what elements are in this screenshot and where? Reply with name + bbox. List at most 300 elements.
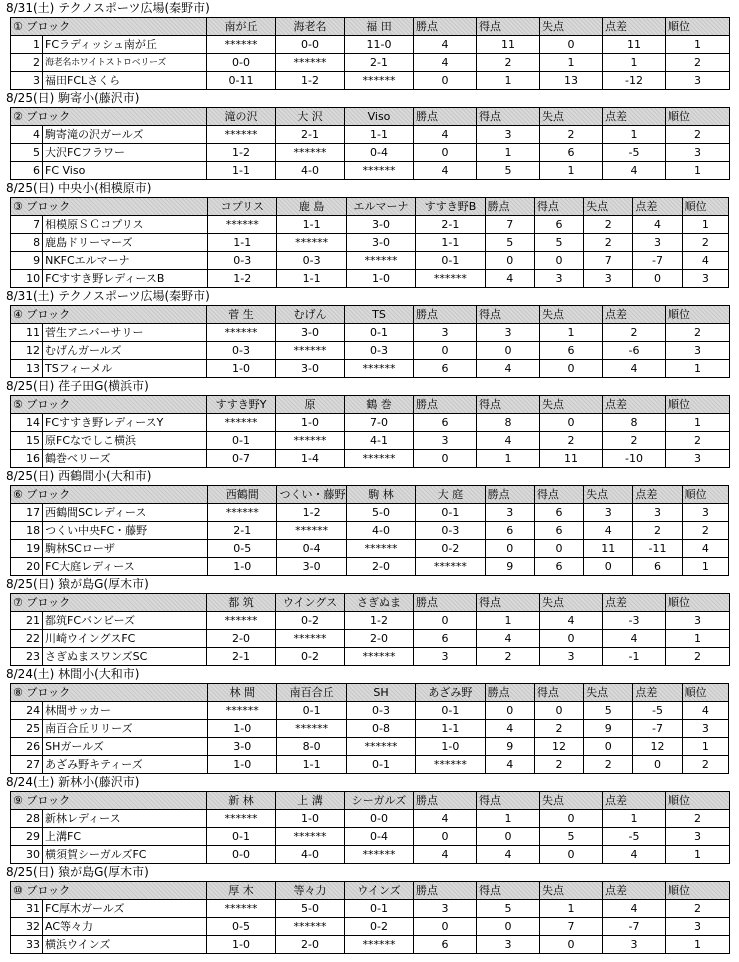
match-result: 0-0 xyxy=(207,846,276,864)
stat-value: 0 xyxy=(534,252,583,270)
stat-value: 0 xyxy=(534,702,583,720)
team-name: 鹿島ドリーマーズ xyxy=(43,234,208,252)
stat-value: 7 xyxy=(485,216,534,234)
team-name: つくい中央FC・藤野 xyxy=(43,522,208,540)
stat-header: 失点 xyxy=(540,882,603,900)
stat-value: 2 xyxy=(666,54,730,72)
stat-header: 勝点 xyxy=(485,198,534,216)
team-name: 菅生アニバーサリー xyxy=(43,324,207,342)
block-header: 8/24(土) 新林小(藤沢市) xyxy=(6,775,140,789)
team-name: FCすすき野レディースB xyxy=(43,270,208,288)
stat-value: 1 xyxy=(603,126,666,144)
team-name: 西鶴間SCレディース xyxy=(43,504,208,522)
stat-value: 7 xyxy=(584,252,633,270)
stat-value: 3 xyxy=(414,432,477,450)
match-result: 0-5 xyxy=(207,918,276,936)
stat-value: 2 xyxy=(682,756,728,774)
stat-header: 順位 xyxy=(666,306,730,324)
match-result: 1-2 xyxy=(207,144,276,162)
stat-value: 1 xyxy=(666,162,730,180)
stat-value: 1 xyxy=(540,324,603,342)
stat-value: 4 xyxy=(414,846,477,864)
stat-header: 点差 xyxy=(633,486,682,504)
stat-value: 5 xyxy=(534,234,583,252)
stat-value: 0 xyxy=(584,738,633,756)
stat-value: 0 xyxy=(540,414,603,432)
stat-value: 9 xyxy=(485,558,534,576)
stat-value: 4 xyxy=(414,126,477,144)
stat-header: 勝点 xyxy=(414,792,477,810)
opponent-header: 福 田 xyxy=(345,18,414,36)
match-result: 3-0 xyxy=(346,234,415,252)
team-number: 33 xyxy=(11,936,43,954)
stat-header: 勝点 xyxy=(414,594,477,612)
match-result: ****** xyxy=(207,414,276,432)
stat-header: 失点 xyxy=(540,792,603,810)
team-name: 駒林SCローザ xyxy=(43,540,208,558)
block-label: ⑩ ブロック xyxy=(11,882,207,900)
stat-value: 2 xyxy=(666,126,730,144)
table-header-row xyxy=(11,396,730,414)
team-number: 4 xyxy=(11,126,43,144)
stat-value: 11 xyxy=(603,36,666,54)
stat-value: 1 xyxy=(666,36,730,54)
stat-value: -7 xyxy=(603,918,666,936)
block-header: 8/25(日) 荏子田G(横浜市) xyxy=(6,379,149,393)
opponent-header: つくい・藤野 xyxy=(277,486,346,504)
stat-value: 3 xyxy=(477,324,540,342)
stat-value: 6 xyxy=(534,504,583,522)
table-header-row xyxy=(11,684,729,702)
stat-value: 4 xyxy=(485,756,534,774)
match-result: ****** xyxy=(276,828,345,846)
stat-value: 2 xyxy=(540,126,603,144)
stat-value: 0 xyxy=(477,918,540,936)
stat-value: -5 xyxy=(603,828,666,846)
match-result: 1-0 xyxy=(276,810,345,828)
stat-value: 2 xyxy=(666,900,730,918)
match-result: 0-0 xyxy=(207,54,276,72)
opponent-header: 駒 林 xyxy=(346,486,415,504)
stat-value: 1 xyxy=(477,72,540,90)
opponent-header: 林 間 xyxy=(208,684,277,702)
standings-table xyxy=(10,305,730,378)
opponent-header: あざみ野 xyxy=(416,684,485,702)
stat-value: 4 xyxy=(603,900,666,918)
match-result: 4-0 xyxy=(276,162,345,180)
stat-value: 3 xyxy=(666,144,730,162)
table-row xyxy=(11,612,730,630)
match-result: 0-7 xyxy=(207,450,276,468)
table-row xyxy=(11,270,729,288)
stat-value: 6 xyxy=(540,144,603,162)
stat-header: 勝点 xyxy=(414,108,477,126)
match-result: 8-0 xyxy=(277,738,346,756)
team-number: 9 xyxy=(11,252,43,270)
table-row xyxy=(11,702,729,720)
stat-value: 5 xyxy=(477,162,540,180)
standings-table xyxy=(10,17,730,90)
stat-header: 失点 xyxy=(540,306,603,324)
stat-value: 7 xyxy=(540,918,603,936)
stat-value: 1 xyxy=(666,846,730,864)
stat-header: 点差 xyxy=(603,396,666,414)
stat-header: 失点 xyxy=(540,108,603,126)
team-number: 24 xyxy=(11,702,43,720)
stat-header: 失点 xyxy=(584,684,633,702)
stat-value: 4 xyxy=(414,162,477,180)
stat-value: 1 xyxy=(682,738,728,756)
stat-value: 3 xyxy=(534,270,583,288)
team-name: あざみ野キティーズ xyxy=(43,756,208,774)
stat-header: 得点 xyxy=(477,792,540,810)
match-result: ****** xyxy=(345,360,414,378)
stat-value: 5 xyxy=(477,900,540,918)
table-row xyxy=(11,720,729,738)
match-result: 0-3 xyxy=(208,252,277,270)
table-header-row xyxy=(11,792,730,810)
team-number: 28 xyxy=(11,810,43,828)
stat-value: 2 xyxy=(584,216,633,234)
match-result: 2-1 xyxy=(207,648,276,666)
opponent-header: コプリス xyxy=(208,198,277,216)
stat-header: 順位 xyxy=(666,882,730,900)
team-number: 3 xyxy=(11,72,43,90)
block-header: 8/24(土) 林間小(大和市) xyxy=(6,667,140,681)
team-number: 2 xyxy=(11,54,43,72)
match-result: 4-0 xyxy=(276,846,345,864)
stat-value: 5 xyxy=(540,828,603,846)
match-result: 0-0 xyxy=(276,36,345,54)
stat-value: 13 xyxy=(540,72,603,90)
team-number: 31 xyxy=(11,900,43,918)
opponent-header: 菅 生 xyxy=(207,306,276,324)
opponent-header: 新 林 xyxy=(207,792,276,810)
team-name: むげんガールズ xyxy=(43,342,207,360)
stat-value: 0 xyxy=(414,72,477,90)
match-result: ****** xyxy=(276,432,345,450)
match-result: 0-0 xyxy=(345,810,414,828)
team-name: さぎぬまスワンズSC xyxy=(43,648,207,666)
team-name: 鶴巻ベリーズ xyxy=(43,450,207,468)
opponent-header: 鶴 巻 xyxy=(345,396,414,414)
opponent-header: 都 筑 xyxy=(207,594,276,612)
stat-value: 3 xyxy=(682,720,728,738)
team-name: 南百合丘リリーズ xyxy=(43,720,208,738)
opponent-header: 滝の沢 xyxy=(207,108,276,126)
opponent-header: すすき野B xyxy=(416,198,485,216)
standings-table xyxy=(10,791,730,864)
stat-value: 4 xyxy=(485,720,534,738)
stat-value: 0 xyxy=(534,540,583,558)
stat-value: 2 xyxy=(534,756,583,774)
stat-value: 4 xyxy=(682,540,728,558)
stat-header: 点差 xyxy=(633,198,682,216)
match-result: 0-3 xyxy=(346,702,415,720)
opponent-header: 大 沢 xyxy=(276,108,345,126)
stat-header: 失点 xyxy=(584,486,633,504)
match-result: ****** xyxy=(345,72,414,90)
stat-value: 2 xyxy=(666,810,730,828)
stat-value: -7 xyxy=(633,720,682,738)
stat-value: 2 xyxy=(584,756,633,774)
stat-header: 失点 xyxy=(584,198,633,216)
match-result: 0-1 xyxy=(346,756,415,774)
stat-value: 0 xyxy=(540,846,603,864)
match-result: 0-1 xyxy=(345,900,414,918)
stat-header: 得点 xyxy=(477,108,540,126)
team-number: 18 xyxy=(11,522,43,540)
standings-table xyxy=(10,881,730,954)
match-result: ****** xyxy=(346,252,415,270)
stat-value: 3 xyxy=(414,648,477,666)
stat-value: 0 xyxy=(477,342,540,360)
team-number: 20 xyxy=(11,558,43,576)
stat-header: 点差 xyxy=(603,18,666,36)
stat-value: 0 xyxy=(485,702,534,720)
match-result: 0-4 xyxy=(345,144,414,162)
match-result: 3-0 xyxy=(276,324,345,342)
stat-value: 4 xyxy=(540,612,603,630)
team-number: 16 xyxy=(11,450,43,468)
stat-value: 3 xyxy=(666,612,730,630)
stat-value: 11 xyxy=(584,540,633,558)
team-number: 14 xyxy=(11,414,43,432)
stat-value: 3 xyxy=(666,828,730,846)
stat-header: 点差 xyxy=(603,792,666,810)
table-row xyxy=(11,756,729,774)
table-row xyxy=(11,738,729,756)
stat-header: 順位 xyxy=(666,396,730,414)
stat-value: -10 xyxy=(603,450,666,468)
table-row xyxy=(11,324,730,342)
stat-value: 3 xyxy=(666,72,730,90)
table-row xyxy=(11,504,729,522)
stat-header: 勝点 xyxy=(485,684,534,702)
block-label: ⑧ ブロック xyxy=(11,684,208,702)
match-result: 2-0 xyxy=(207,630,276,648)
match-result: 1-0 xyxy=(416,738,485,756)
opponent-header: すすき野Y xyxy=(207,396,276,414)
team-name: 都筑FCバンビーズ xyxy=(43,612,207,630)
stat-header: 失点 xyxy=(540,396,603,414)
team-number: 23 xyxy=(11,648,43,666)
match-result: 1-0 xyxy=(276,414,345,432)
match-result: ****** xyxy=(276,342,345,360)
team-name: FCラディッシュ南が丘 xyxy=(43,36,207,54)
team-number: 21 xyxy=(11,612,43,630)
standings-table xyxy=(10,107,730,180)
block-header: 8/25(日) 駒寄小(藤沢市) xyxy=(6,91,140,105)
team-name: FC Viso xyxy=(43,162,207,180)
match-result: 1-0 xyxy=(346,270,415,288)
stat-value: 4 xyxy=(477,846,540,864)
match-result: 0-2 xyxy=(416,540,485,558)
team-name: AC等々力 xyxy=(43,918,207,936)
match-result: 1-1 xyxy=(345,126,414,144)
stat-header: 得点 xyxy=(477,306,540,324)
match-result: 0-1 xyxy=(416,504,485,522)
stat-value: 0 xyxy=(584,558,633,576)
stat-value: 0 xyxy=(633,270,682,288)
stat-value: 1 xyxy=(603,54,666,72)
stat-value: 1 xyxy=(682,216,728,234)
stat-value: 5 xyxy=(485,234,534,252)
stat-value: 1 xyxy=(666,360,730,378)
stat-value: 4 xyxy=(682,252,728,270)
stat-value: 11 xyxy=(540,450,603,468)
match-result: 0-1 xyxy=(207,828,276,846)
team-number: 13 xyxy=(11,360,43,378)
stat-header: 点差 xyxy=(603,882,666,900)
stat-header: 勝点 xyxy=(414,18,477,36)
match-result: 1-1 xyxy=(416,234,485,252)
stat-value: 3 xyxy=(633,234,682,252)
stat-value: 2 xyxy=(603,324,666,342)
stat-value: -6 xyxy=(603,342,666,360)
match-result: ****** xyxy=(207,324,276,342)
stat-header: 順位 xyxy=(682,198,728,216)
team-number: 11 xyxy=(11,324,43,342)
team-number: 6 xyxy=(11,162,43,180)
match-result: ****** xyxy=(208,702,277,720)
match-result: 3-0 xyxy=(277,558,346,576)
stat-value: 12 xyxy=(534,738,583,756)
standings-table xyxy=(10,593,730,666)
stat-value: 4 xyxy=(603,360,666,378)
match-result: 0-3 xyxy=(277,252,346,270)
stat-value: 3 xyxy=(682,270,728,288)
stat-value: 4 xyxy=(414,36,477,54)
match-result: ****** xyxy=(207,36,276,54)
stat-value: 5 xyxy=(584,702,633,720)
match-result: ****** xyxy=(416,558,485,576)
team-name: SHガールズ xyxy=(43,738,208,756)
stat-value: 3 xyxy=(682,504,728,522)
opponent-header: むげん xyxy=(276,306,345,324)
match-result: 0-1 xyxy=(416,252,485,270)
table-row xyxy=(11,72,730,90)
team-name: 上溝FC xyxy=(43,828,207,846)
stat-value: 3 xyxy=(485,504,534,522)
opponent-header: ウインズ xyxy=(345,882,414,900)
table-row xyxy=(11,900,730,918)
table-row xyxy=(11,540,729,558)
stat-value: 1 xyxy=(477,612,540,630)
match-result: 1-4 xyxy=(276,450,345,468)
match-result: 1-1 xyxy=(277,270,346,288)
match-result: 0-1 xyxy=(277,702,346,720)
stat-header: 点差 xyxy=(603,306,666,324)
table-row xyxy=(11,558,729,576)
stat-value: -5 xyxy=(603,144,666,162)
team-number: 8 xyxy=(11,234,43,252)
match-result: 0-5 xyxy=(208,540,277,558)
team-name: 原FCなでしこ横浜 xyxy=(43,432,207,450)
stat-value: 4 xyxy=(633,216,682,234)
match-result: 0-8 xyxy=(346,720,415,738)
block-header: 8/25(日) 猿が島G(厚木市) xyxy=(6,865,149,879)
opponent-header: 上 溝 xyxy=(276,792,345,810)
stat-header: 得点 xyxy=(534,684,583,702)
stat-header: 勝点 xyxy=(414,882,477,900)
stat-value: 4 xyxy=(682,702,728,720)
team-number: 5 xyxy=(11,144,43,162)
block-header: 8/31(土) テクノスポーツ広場(秦野市) xyxy=(6,289,210,303)
stat-header: 失点 xyxy=(540,18,603,36)
stat-value: 6 xyxy=(485,522,534,540)
stat-header: 得点 xyxy=(477,594,540,612)
table-header-row xyxy=(11,594,730,612)
match-result: 0-1 xyxy=(207,432,276,450)
stat-value: 12 xyxy=(633,738,682,756)
table-header-row xyxy=(11,108,730,126)
stat-value: 6 xyxy=(633,558,682,576)
stat-value: 1 xyxy=(477,144,540,162)
table-row xyxy=(11,648,730,666)
match-result: 0-2 xyxy=(276,612,345,630)
stat-value: 8 xyxy=(477,414,540,432)
stat-value: 9 xyxy=(584,720,633,738)
team-name: 川崎ウイングスFC xyxy=(43,630,207,648)
team-name: 新林レディース xyxy=(43,810,207,828)
opponent-header: 鹿 島 xyxy=(277,198,346,216)
stat-value: 4 xyxy=(414,54,477,72)
stat-value: 4 xyxy=(477,360,540,378)
match-result: ****** xyxy=(276,918,345,936)
stat-header: 順位 xyxy=(666,792,730,810)
table-row xyxy=(11,810,730,828)
opponent-header: 大 庭 xyxy=(416,486,485,504)
match-result: 7-0 xyxy=(345,414,414,432)
stat-value: 0 xyxy=(414,612,477,630)
stat-value: -5 xyxy=(633,702,682,720)
stat-value: 0 xyxy=(540,936,603,954)
match-result: 0-1 xyxy=(345,324,414,342)
team-number: 17 xyxy=(11,504,43,522)
stat-value: -11 xyxy=(633,540,682,558)
match-result: 2-0 xyxy=(276,936,345,954)
stat-value: 6 xyxy=(534,216,583,234)
match-result: 1-2 xyxy=(208,270,277,288)
stat-header: 点差 xyxy=(603,594,666,612)
stat-value: 4 xyxy=(603,630,666,648)
match-result: ****** xyxy=(416,756,485,774)
stat-value: 4 xyxy=(477,432,540,450)
team-number: 22 xyxy=(11,630,43,648)
match-result: 2-0 xyxy=(345,630,414,648)
stat-value: 4 xyxy=(485,270,534,288)
opponent-header: 南百合丘 xyxy=(277,684,346,702)
match-result: ****** xyxy=(208,216,277,234)
opponent-header: ウイングス xyxy=(276,594,345,612)
stat-value: 0 xyxy=(414,342,477,360)
stat-value: 0 xyxy=(540,36,603,54)
stat-header: 得点 xyxy=(534,486,583,504)
team-name: 横浜ウインズ xyxy=(43,936,207,954)
stat-value: 2 xyxy=(682,234,728,252)
table-header-row xyxy=(11,18,730,36)
table-header-row xyxy=(11,198,729,216)
stat-header: 順位 xyxy=(682,684,728,702)
match-result: 0-11 xyxy=(207,72,276,90)
stat-value: 3 xyxy=(540,648,603,666)
opponent-header: Viso xyxy=(345,108,414,126)
stat-value: 1 xyxy=(477,810,540,828)
team-number: 27 xyxy=(11,756,43,774)
match-result: ****** xyxy=(345,162,414,180)
opponent-header: さぎぬま xyxy=(345,594,414,612)
